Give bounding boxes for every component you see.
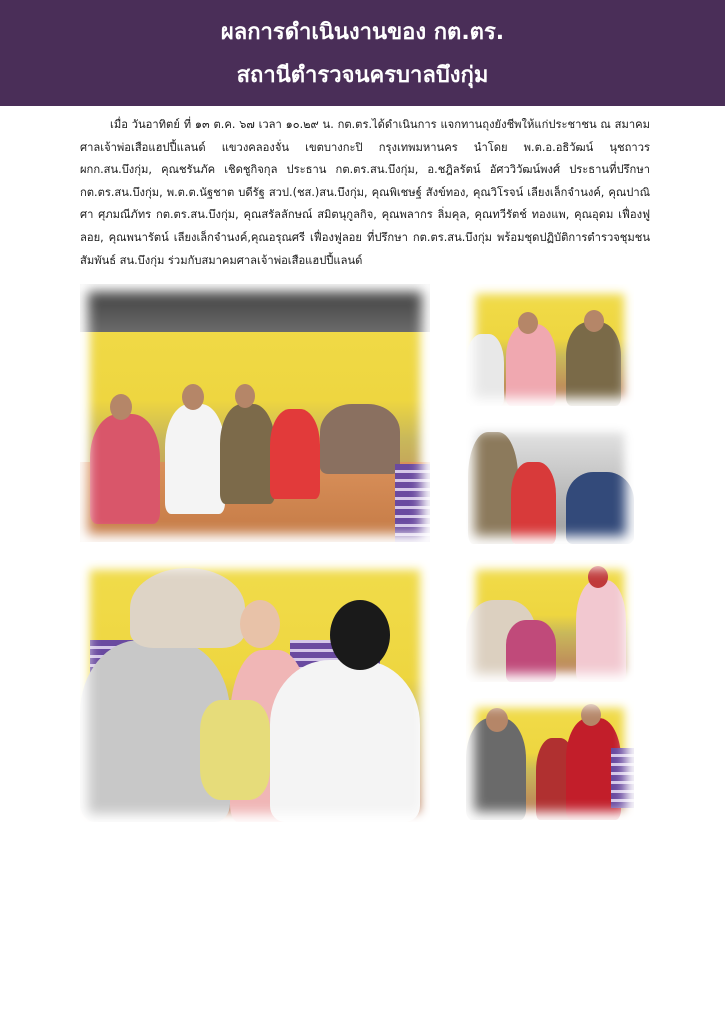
photo-officer-handing (466, 422, 634, 544)
photo-officers-praying (466, 284, 634, 406)
title-line-1: ผลการดำเนินงานของ กต.ตร. (220, 20, 505, 45)
photo-red-shirt-handout (466, 698, 634, 820)
title-banner (0, 0, 725, 106)
photo-floral-handout (466, 560, 634, 682)
photo-donation-handout (80, 560, 430, 822)
report-paragraph: เมื่อ วันอาทิตย์ ที่ ๑๓ ต.ค. ๖๗ เวลา ๑๐.๒๙ น. กต.ตร.ได้ดำเนินการ แจกทานถุงยังชีพให้แก่ประชาชน ณ สมาคมศาลเจ้าพ่อเสือแฮปปี้แลนด์ แขวงคลองจั่น เขตบางกะปิ กรุงเทพมหานคร นำโดย พ.ต.อ.อธิวัฒน์ นุชถาวร ผกก.สน.บึงกุ่ม, คุณชรันภัค เชิดชูกิจกุล ประธาน กต.ตร.สน.บึงกุ่ม, อ.ชฎิลรัตน์ อัศววิวัฒน์พงศ์ ประธานที่ปรึกษา กต.ตร.สน.บึงกุ่ม, พ.ต.ต.นัฐชาต บดีรัฐ สวป.(ชส.)สน.บึงกุ่ม, คุณพิเชษฐ์ สังข์ทอง, คุณวิโรจน์ เลียงเล็กจำนงค์, คุณปาณิศา ศุภมณีภัทร กต.ตร.สน.บึงกุ่ม, คุณสรัลลักษณ์ สมิตนุกูลกิจ, คุณพลากร ลิ่มคุล, คุณทวีรัตช์ ทองแพ, คุณอุดม เฟื่องฟูลอย, คุณพนารัตน์ เลียงเล็กจำนงค์,คุณอรุณศรี เฟื่องฟูลอย ที่ปรึกษา กต.ตร.สน.บึงกุ่ม พร้อมชุดปฏิบัติการตำรวจชุมชนสัมพันธ์ สน.บึงกุ่ม ร่วมกับสมาคมศาลเจ้าพ่อเสือแฮปปี้แลนด์ (80, 118, 650, 267)
photo-seated-guests (80, 284, 430, 542)
title-line-2: สถานีตำรวจนครบาลบึงกุ่ม (236, 63, 489, 88)
